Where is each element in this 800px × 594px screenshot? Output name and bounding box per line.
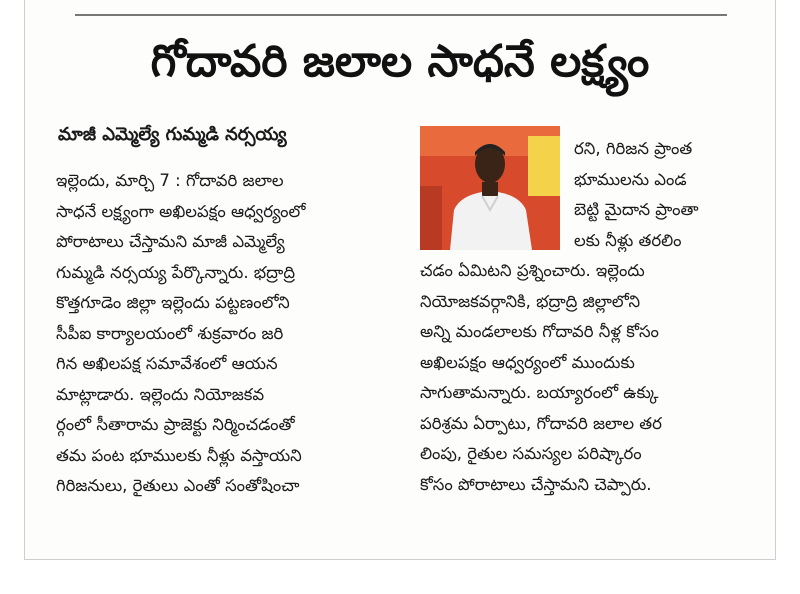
right-column-line: లకు నీళ్లు తరలిం xyxy=(574,230,682,250)
person-photo-icon xyxy=(420,126,560,250)
top-rule xyxy=(75,14,727,16)
left-column-line: గిన అఖిలపక్ష సమావేశంలో ఆయన xyxy=(56,354,278,373)
left-column-line: ఇల్లెందు, మార్చి 7 : గోదావరి జలాల xyxy=(56,171,284,190)
right-column-line: లింపు, రైతుల సమస్యల పరిష్కారం xyxy=(420,444,642,463)
left-column-line: తమ పంట భూములకు నీళ్లు వస్తాయని xyxy=(56,445,302,465)
right-column-line: అఖిలపక్షం ఆధ్వర్యంలో ముందుకు xyxy=(420,352,635,372)
byline: మాజీ ఎమ్మెల్యే గుమ్మడి నర్సయ్య xyxy=(58,124,287,145)
right-column-line: బెట్టి మైదాన ప్రాంతా xyxy=(574,200,699,219)
right-column-top xyxy=(574,134,758,256)
right-column-line: కోసం పోరాటాలు చేస్తామని చెప్పారు. xyxy=(420,474,652,494)
portrait-photo xyxy=(420,126,560,250)
right-column-line: చడం ఏమిటని ప్రశ్నించారు. ఇల్లెందు xyxy=(420,261,645,280)
left-column-line: ర్గంలో సీతారామ ప్రాజెక్టు నిర్మించడంతో xyxy=(56,415,295,434)
left-column-line: గుమ్మడి నర్సయ్య పేర్కొన్నారు. భద్రాద్రి xyxy=(56,262,295,282)
left-column-line: పోరాటాలు చేస్తామని మాజీ ఎమ్మెల్యే xyxy=(56,232,285,251)
left-column-line: గిరిజనులు, రైతులు ఎంతో సంతోషించా xyxy=(56,476,300,495)
left-column-line: సీపీఐ కార్యాలయంలో శుక్రవారం జరి xyxy=(56,323,284,343)
left-column-line: మాట్లాడారు. ఇల్లెందు నియోజకవ xyxy=(56,384,265,404)
right-column-line: నియోజకవర్గానికి, భద్రాద్రి జిల్లాలోని xyxy=(420,291,641,311)
left-column-line: కొత్తగూడెం జిల్లా ఇల్లెందు పట్టణంలోని xyxy=(56,293,290,312)
right-column-line: పరిశ్రమ ఏర్పాటు, గోదావరి జలాల తర xyxy=(420,413,662,433)
right-column-line: అన్ని మండలాలకు గోదావరి నీళ్ల కోసం xyxy=(420,322,659,341)
headline: గోదావరి జలాల సాధనే లక్ష్యం xyxy=(150,36,650,87)
left-column-line: సాధనే లక్ష్యంగా అఖిలపక్షం ఆధ్వర్యంలో xyxy=(56,201,306,221)
left-column xyxy=(56,166,396,502)
right-column-line: రని, గిరిజన ప్రాంత xyxy=(574,139,693,158)
right-column-line: సాగుతామన్నారు. బయ్యారంలో ఉక్కు xyxy=(420,383,659,402)
right-column-bottom xyxy=(420,256,758,500)
right-column-line: భూములను ఎండ xyxy=(574,169,687,189)
